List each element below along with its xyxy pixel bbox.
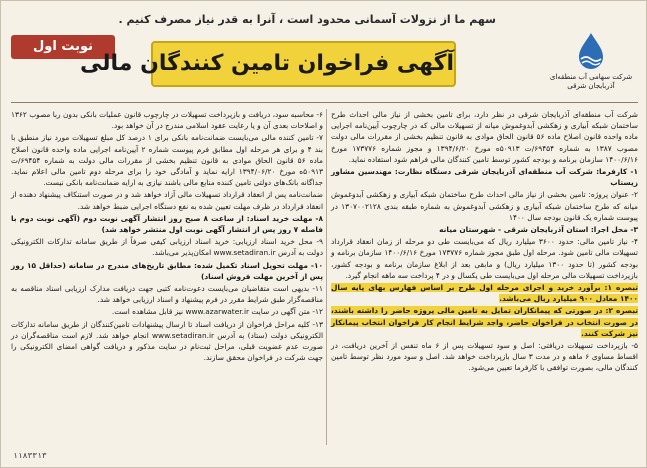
paragraph: ۶- محاسبه سود، دریافت و بازپرداخت تسهیلات در چارچوب قانون عملیات بانکی بدون ربا مصوب ۱۳۶۲ و اصلاحات بعدی آن و یا رعایت عقود اسلامی مندرج در آن خواهد بود. [10,110,323,131]
paragraph: ۱۲- متن آگهی در سایت www.azarwater.ir نیز قابل مشاهده است. [111,307,323,317]
note-highlight: تبصره ۲: در صورتی که پیمانکاران تمایل به تامین مالی پروژه حاضر را داشته باشند، در صورت انتخاب در فراخوان حاضر، واجد شرایط انجام کار فراخوان انتخاب پیمانکار نیز شرکت کنند. [331,306,638,338]
round-badge: نوبت اول [11,35,115,59]
ad-title: آگهی فراخوان تامین کنندگان مالی [80,51,454,76]
paragraph: ۷- تامین کننده مالی می‌بایست ضمانت‌نامه بانکی برای ۱ درصد کل مبلغ تسهیلات مورد نیاز منطبق با بند ۴ و برای هر مرحله اول مطابق فرم پیوست شماره ۲ آیین‌نامه اجرایی ماده واحده قانون اصلاح ماده ۵۶ قانون الحاق موادی به قانون تنظیم بخشی از مقررات مالی دولت به شماره ۶۹۴۵۴/ت ۵۰۹۱۳ه مورخ ۱۳۹۴/۰۶/۲۰ ارایه نماید و آمادگی خود را برای مرحله دوم تامین مالی اعلام نماید. جداگانه بانک‌های دولتی تامین کننده منابع مالی باشند نیازی به ارایه ضمانت‌نامه بانکی نیست. [11,133,324,188]
title-banner [80,41,456,87]
water-drop-logo-icon [569,31,613,71]
paragraph: ضمانت‌نامه پس از انعقاد قرارداد تسهیلات مالی آزاد خواهد شد و در صورت استنکاف پیشنهاد دهنده از انعقاد قرارداد در ظرف مهلت تعیین شده به نفع دستگاه اجرایی ضبط خواهد شد. [11,190,323,211]
paragraph: ۵- بازپرداخت تسهیلات دریافتی: اصل و سود تسهیلات پس از ۶ ماه تنفس از آخرین دریافت، در اقساط مساوی ۶ ماهه و در مدت ۳ سال بازپرداخت خواهد شد. اصل و سود مورد نظر توسط تامین کنندگان مالی، بصورت توافقی با کارفرما تعیین می‌شود. [331,341,638,373]
paragraph: ۴- نیاز تامین مالی: حدود ۳۶۰۰ میلیارد ریال که می‌بایست طی دو مرحله از زمان انعقاد قرارداد تسهیلات مالی تامین شود. مرحله اول طبق مجوز شماره ۱۷۳۷۷۶ مورخ ۱۴۰۰/۶/۱۶ سازمان برنامه و بودجه کشور (تا حدود ۱۳۰۰ میلیارد ریال) و مابقی بعد از ابلاغ سازمان برنامه و بودجه کشور، بازپرداخت تسهیلات مالی مرحله اول می‌بایست طی یکسال و در ۴ پرداخت سه ماهه انجام گیرد. [331,237,638,280]
slogan: سهم ما از نزولات آسمانی محدود است ، آنرا به قدر نیاز مصرف کنیم . [118,13,496,26]
paragraph: ۱۰- مهلت تحویل اسناد تکمیل شده: مطابق تاریخ‌های مندرج در سامانه (حداقل ۱۵ روز پس از آخرین مهلت فروش اسناد) [11,260,323,281]
paragraph: ۸- مهلت خرید اسناد: از ساعت ۸ صبح روز انتشار آگهی نوبت دوم (آگهی نوبت دوم با فاصله ۷ روز پس از انتشار آگهی نوبت اول منتشر خواهد شد) [11,213,323,235]
right-column [331,109,638,445]
note-highlight: تبصره ۱: برآورد خرید و اجرای مرحله اول طرح بر اساس فهارس بهای پایه سال ۱۴۰۰ معادل ۹۰۰ میلیارد ریال می‌باشد. [331,283,639,304]
paragraph: ۱۳- کلیه مراحل فراخوان از دریافت اسناد تا ارسال پیشنهادات تامین‌کنندگان از طریق سامانه تدارکات الکترونیکی دولت (ستاد) به آدرس www.setadiran.ir انجام خواهد شد. لازم است مناقصه‌گران در صورت عدم عضویت قبلی، مراحل ثبت‌نام در سایت مذکور و دریافت گواهی امضای الکترونیکی را جهت شرکت در فراخوان محقق سازند. [11,319,323,363]
paragraph [331,305,638,339]
column-divider [326,109,327,445]
paragraph: ۱- کارفرما: شرکت آب منطقه‌ای آذربایجان شرقی دستگاه نظارت: مهندسین مشاور زیستاب [331,167,638,188]
company-logo [541,31,641,101]
paragraph: ۱۱- بدیهی است متقاضیان می‌بایست دعوت‌نامه کتبی جهت دریافت مدارک ارزیابی اسناد مناقصه به مناقصه‌گزار طبق شرایط مقرر در فرم پیشنهاد و اسناد ارزیابی خواهد شد. [11,284,323,305]
company-logo-caption: شرکت سهامی آب منطقه‌ای آذربایجان شرقی [549,73,633,90]
paragraph: ۳- محل اجرا: استان آذربایجان شرقی - شهرستان میانه [439,225,638,235]
left-column [11,109,323,445]
paragraph: شرکت آب منطقه‌ای آذربایجان شرقی در نظر دارد، برای تامین بخشی از نیاز مالی احداث طرح ساختمان شبکه آبیاری و زهکشی آبدوغموش میانه از تسهیلات مالی که در چارچوب آیین‌نامه اجرایی ماده واحده قانون اصلاح ماده ۵۶ قانون الحاق موادی به قانون تنظیم بخشی از مقررات مالی دولت مصوب ۱۳۸۷ به شماره ۶۹۴۵۴/ت ۵۰۹۱۳ه مورخ ۱۳۹۴/۶/۲۰ و مجوز شماره ۱۷۳۷۷۶ مورخ ۱۴۰۰/۶/۱۶ سازمان برنامه و بودجه کشور توسط تامین کنندگان مالی فراهم شود استفاده نماید. [331,110,639,164]
reference-number: ۱۱۸۳۳۱۳ [13,451,47,460]
paragraph: ۹- محل خرید اسناد ارزیابی: خرید اسناد ارزیابی کیفی صرفاً از طریق سامانه تدارکات الکترونیکی دولت به آدرس www.setadiran.ir امکان‌پذیر می‌باشد. [11,237,323,258]
paragraph [331,282,638,304]
header-divider [11,102,638,103]
paragraph: ۲- عنوان پروژه: تامین بخشی از نیاز مالی احداث طرح ساختمان شبکه آبیاری و زهکشی آبدوغموش میانه که طرح ساختمان شبکه آبیاری و زهکشی آبدوغموش به شماره طبقه بندی ۱۳۰۷۰۰۲۱۲۸ در پیوست شماره یک قانون بودجه سال ۱۴۰۰ [331,190,638,222]
